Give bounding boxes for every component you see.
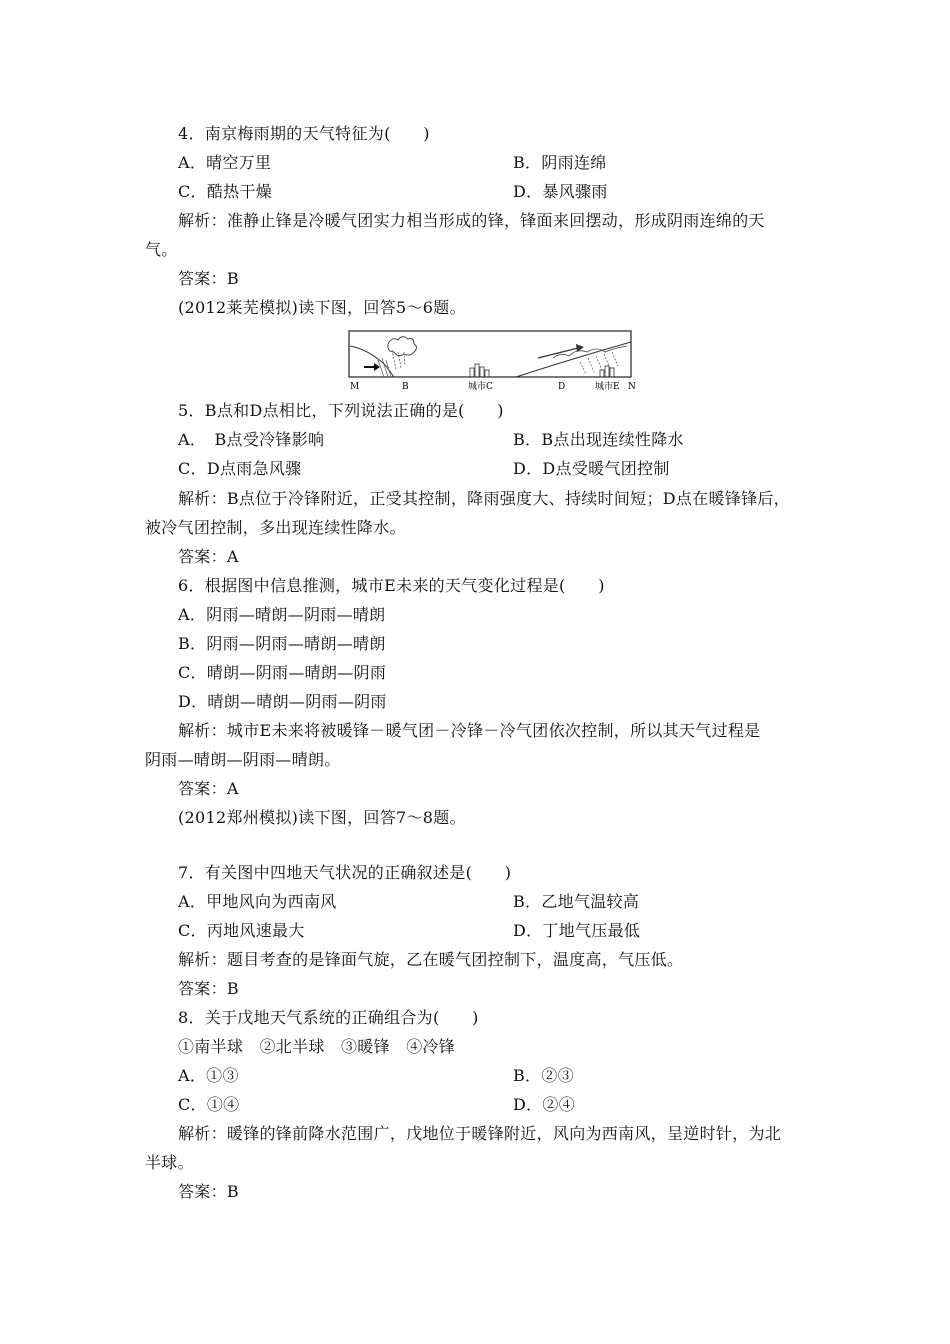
q8-option-c: C．①④ bbox=[178, 1095, 240, 1114]
q5-option-c: C．D点雨急风骤 bbox=[178, 459, 302, 478]
q5-option-a: A． B点受冷锋影响 bbox=[178, 430, 325, 449]
q5-stem: 5．B点和D点相比，下列说法正确的是( ) bbox=[178, 401, 504, 420]
q4-analysis-cont: 气。 bbox=[145, 240, 178, 259]
q6-answer: 答案：A bbox=[178, 779, 239, 798]
q7-analysis: 解析：题目考查的是锋面气旋，乙在暖气团控制下，温度高，气压低。 bbox=[178, 950, 684, 969]
q8-answer: 答案：B bbox=[178, 1182, 239, 1201]
q7-option-a: A．甲地风向为西南风 bbox=[178, 892, 337, 911]
q7-option-c: C．丙地风速最大 bbox=[178, 921, 305, 940]
q8-option-b: B．②③ bbox=[513, 1066, 574, 1085]
q6-analysis-cont: 阴雨—晴朗—阴雨—晴朗。 bbox=[145, 750, 341, 769]
q4-option-c: C．酷热干燥 bbox=[178, 182, 273, 201]
q8-analysis-cont: 半球。 bbox=[145, 1153, 194, 1172]
q6-option-a: A．阴雨—晴朗—阴雨—晴朗 bbox=[178, 605, 386, 624]
q7-option-b: B．乙地气温较高 bbox=[513, 892, 640, 911]
q8-option-a: A．①③ bbox=[178, 1066, 239, 1085]
front-cross-section-figure bbox=[348, 330, 638, 396]
q8-option-d: D．②④ bbox=[513, 1095, 576, 1114]
q5-option-b: B．B点出现连续性降水 bbox=[513, 430, 684, 449]
q8-choices: ①南半球 ②北半球 ③暖锋 ④冷锋 bbox=[178, 1037, 456, 1056]
figure-label-m: M bbox=[350, 382, 360, 392]
figure-label-b: B bbox=[402, 382, 409, 392]
q6-analysis: 解析：城市E未来将被暖锋－暖气团－冷锋－冷气团依次控制，所以其天气过程是 bbox=[178, 721, 761, 740]
q7-option-d: D．丁地气压最低 bbox=[513, 921, 641, 940]
q5-analysis-cont: 被冷气团控制，多出现连续性降水。 bbox=[145, 518, 406, 537]
figure-label-city-c: 城市C bbox=[468, 382, 493, 392]
q4-answer: 答案：B bbox=[178, 269, 239, 288]
figure-label-d: D bbox=[558, 382, 566, 392]
q4-stem: 4．南京梅雨期的天气特征为( ) bbox=[178, 124, 430, 143]
q5-option-d: D．D点受暖气团控制 bbox=[513, 459, 670, 478]
q8-analysis: 解析：暖锋的锋前降水范围广，戊地位于暖锋附近，风向为西南风，呈逆时针，为北 bbox=[178, 1124, 782, 1143]
q4-option-b: B．阴雨连绵 bbox=[513, 153, 607, 172]
q6-option-d: D．晴朗—晴朗—阴雨—阴雨 bbox=[178, 692, 387, 711]
q4-option-d: D．暴风骤雨 bbox=[513, 182, 608, 201]
q4-option-a: A．晴空万里 bbox=[178, 153, 272, 172]
q7-answer: 答案：B bbox=[178, 979, 239, 998]
figure-label-city-e: 城市E bbox=[595, 382, 620, 392]
intro-7-8: (2012郑州模拟)读下图，回答7～8题。 bbox=[178, 808, 466, 827]
q5-analysis: 解析：B点位于冷锋附近，正受其控制，降雨强度大、持续时间短；D点在暖锋锋后， bbox=[178, 489, 790, 508]
q5-answer: 答案：A bbox=[178, 547, 239, 566]
q7-stem: 7．有关图中四地天气状况的正确叙述是( ) bbox=[178, 863, 512, 882]
q6-stem: 6．根据图中信息推测，城市E未来的天气变化过程是( ) bbox=[178, 576, 605, 595]
q6-option-c: C．晴朗—阴雨—晴朗—阴雨 bbox=[178, 663, 387, 682]
q8-stem: 8．关于戊地天气系统的正确组合为( ) bbox=[178, 1008, 479, 1027]
intro-5-6: (2012莱芜模拟)读下图，回答5～6题。 bbox=[178, 298, 466, 317]
figure-label-n: N bbox=[628, 382, 636, 392]
q4-analysis: 解析：准静止锋是冷暖气团实力相当形成的锋，锋面来回摆动，形成阴雨连绵的天 bbox=[178, 211, 765, 230]
q6-option-b: B．阴雨—阴雨—晴朗—晴朗 bbox=[178, 634, 386, 653]
